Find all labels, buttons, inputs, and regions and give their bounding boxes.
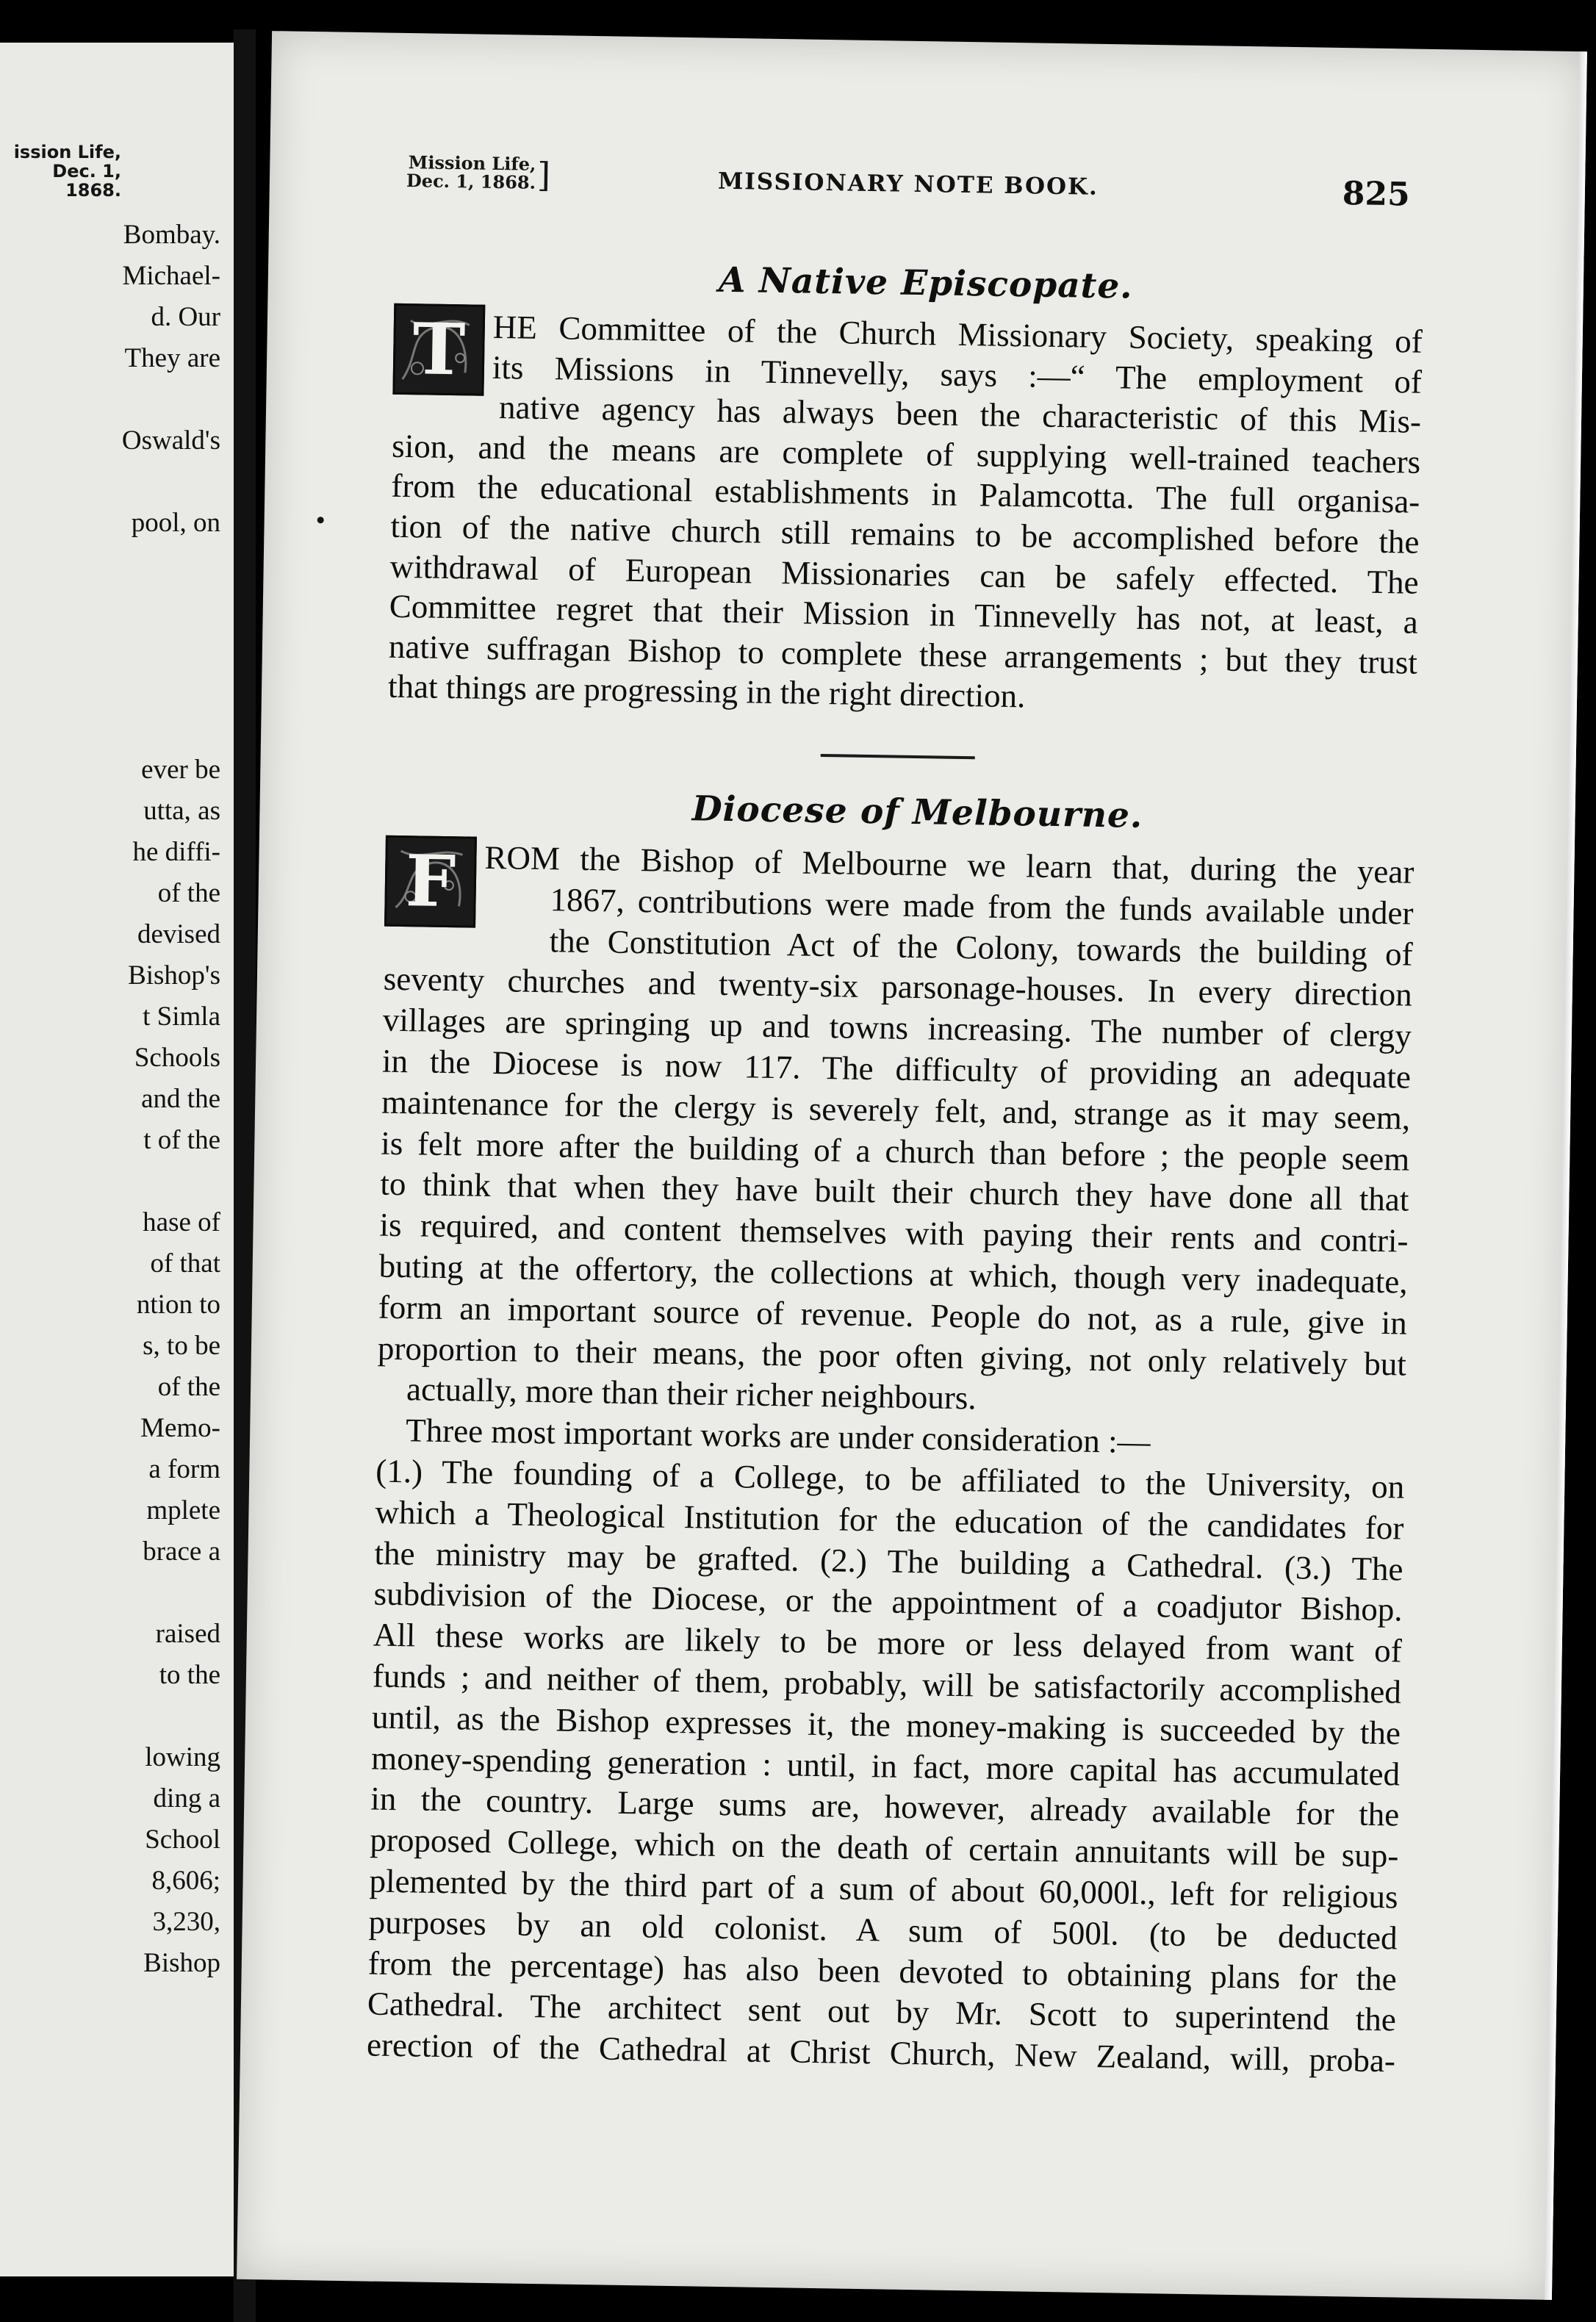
facing-page-line: t Simla [143, 1002, 220, 1032]
text-line: buting at the offertory, the collections at which, though very inadequate, [378, 1247, 1408, 1301]
text-line: Committee regret that their Mission in Tinnevelly has not, at least, a [389, 587, 1419, 641]
facing-page-line: Oswald's [121, 425, 220, 456]
text-line: from the percentage) has also been devoted to obtaining plans for the [367, 1944, 1398, 1998]
facing-page-line: Schools [134, 1043, 220, 1073]
facing-page-line: lowing [145, 1742, 220, 1772]
text-line: maintenance for the clergy is severely felt, and, strange as it may seem, [381, 1083, 1411, 1137]
facing-page-line: d. Our [151, 302, 220, 332]
dropcap-ornament [392, 303, 485, 396]
page-number: 825 [1342, 175, 1411, 214]
text-line: withdrawal of European Missionaries can be safely effected. The [389, 547, 1419, 601]
text-line: 1867, contributions were made from the funds available under [550, 881, 1414, 932]
text-line: that things are progressing in the right direction. [387, 668, 1026, 715]
running-title: MISSIONARY NOTE BOOK. [717, 168, 1099, 201]
margin-mark [317, 517, 324, 523]
text-line: money-spending generation : until, in fact, more capital has accumulated [370, 1739, 1401, 1793]
facing-page-line: 8,606; [151, 1866, 220, 1896]
text-line: subdivision of the Diocese, or the appointment of a coadjutor Bishop. [373, 1575, 1403, 1628]
text-line: All these works are likely to be more or less delayed from want of [373, 1616, 1403, 1669]
facing-page-line: School [145, 1825, 220, 1855]
text-line: sion, and the means are complete of supplying well-trained teachers [391, 427, 1421, 481]
facing-page-line: s, to be [143, 1331, 220, 1361]
source-date: Dec. 1, 1868. [406, 170, 536, 193]
facing-page-running-head [0, 143, 121, 200]
source-citation [396, 153, 536, 192]
facing-page-source-line: ission Life, [13, 142, 121, 162]
citation-bracket: ] [536, 154, 551, 195]
text-line: proportion to their means, the poor often giving, not only relatively but [377, 1329, 1407, 1383]
text-line: in the Diocese is now 117. The difficulty of providing an adequate [381, 1042, 1412, 1096]
facing-page-line: of the [157, 1372, 220, 1402]
text-line: ROM the Bishop of Melbourne we learn that, during the year [484, 838, 1415, 891]
dropcap-ornament [384, 835, 477, 928]
section-divider [821, 754, 975, 759]
text-line: tion of the native church still remains to be accomplished before the [390, 507, 1420, 561]
text-line: native agency has always been the characteristic of this Mis- [498, 389, 1422, 440]
facing-page-line: raised [155, 1619, 220, 1649]
facing-page-line: Bishop's [128, 960, 220, 991]
text-line: Three most important works are under consideration :— [405, 1412, 1151, 1461]
facing-page-line: Bombay. [123, 220, 220, 250]
text-line: its Missions in Tinnevelly, says :—“ The employment of [492, 348, 1423, 400]
text-line: funds ; and neither of them, probably, will be satisfactorily accomplished [372, 1657, 1402, 1711]
text-line: until, as the Bishop expresses it, the money-making is succeeded by the [371, 1698, 1401, 1752]
facing-page-line: of that [150, 1248, 220, 1279]
facing-page-line: Memo- [140, 1413, 220, 1443]
paragraph-diocese-of-melbourne [366, 837, 1415, 2080]
text-line: HE Committee of the Church Missionary Society, speaking of [492, 308, 1423, 360]
facing-page-line: ntion to [136, 1290, 220, 1320]
text-line: (1.) The founding of a College, to be affiliated to the University, on [375, 1452, 1405, 1506]
section-title-native-episcopate: A Native Episcopate. [718, 259, 1134, 307]
text-line: form an important source of revenue. People do not, as a rule, give in [378, 1288, 1408, 1342]
section-title-diocese-of-melbourne: Diocese of Melbourne. [691, 788, 1143, 836]
facing-page-line: devised [137, 919, 220, 949]
text-line: erection of the Cathedral at Christ Church, New Zealand, will, proba- [366, 2026, 1396, 2080]
text-line: from the educational establishments in Palamcotta. The full organisa- [391, 467, 1420, 521]
facing-page-line: hase of [143, 1207, 220, 1237]
facing-page-line: Michael- [122, 261, 220, 291]
facing-page-line: pool, on [131, 508, 220, 538]
facing-page-line: t of the [143, 1125, 220, 1155]
text-line: to think that when they have built their church they have done all that [380, 1165, 1409, 1219]
text-line: native suffragan Bishop to complete these arrangements ; but they trust [388, 628, 1418, 681]
running-head [269, 145, 1585, 224]
facing-page-line: a form [148, 1454, 220, 1484]
text-line: which a Theological Institution for the education of the candidates for [375, 1493, 1404, 1547]
book-page [237, 31, 1587, 2300]
facing-page-line: utta, as [143, 796, 220, 826]
text-line: proposed College, which on the death of certain annuitants will be sup- [370, 1821, 1399, 1875]
facing-page-line: ding a [153, 1783, 220, 1814]
facing-page-line: mplete [146, 1495, 220, 1525]
text-line: the ministry may be grafted. (2.) The building a Cathedral. (3.) The [374, 1534, 1403, 1588]
facing-page [0, 43, 237, 2276]
text-line: villages are springing up and towns increasing. The number of clergy [382, 1001, 1412, 1054]
text-line: Cathedral. The architect sent out by Mr. Scott to superintend the [367, 1985, 1397, 2038]
text-line: is required, and content themselves with paying their rents and contri- [379, 1206, 1409, 1259]
facing-page-line: brace a [143, 1536, 220, 1567]
facing-page-line: ever be [141, 755, 220, 785]
facing-page-line: They are [124, 343, 220, 373]
facing-page-line: Bishop [143, 1948, 220, 1978]
facing-page-line: and the [141, 1084, 220, 1114]
dropcap-letter: T [411, 307, 466, 392]
dropcap-letter: F [405, 839, 456, 924]
text-line: actually, more than their richer neighbours. [406, 1370, 977, 1417]
facing-page-line: 3,230, [152, 1907, 220, 1937]
source-journal: Mission Life, [408, 151, 536, 175]
text-line: seventy churches and twenty-six parsonage-houses. In every direction [383, 960, 1413, 1014]
page-edge [1545, 51, 1587, 2300]
text-line: purposes by an old colonist. A sum of 500l. (to be deducted [368, 1903, 1398, 1957]
facing-page-line: of the [157, 878, 220, 908]
text-line: the Constitution Act of the Colony, towards the building of [549, 921, 1413, 973]
text-line: in the country. Large sums are, however, already available for the [370, 1780, 1400, 1833]
facing-page-date-line: Dec. 1, 1868. [52, 161, 121, 201]
facing-page-line: to the [159, 1660, 220, 1690]
text-line: plemented by the third part of a sum of about 60,000l., left for religious [369, 1862, 1398, 1916]
facing-page-line: he diffi- [132, 837, 220, 867]
text-line: is felt more after the building of a church than before ; the people seem [381, 1124, 1410, 1178]
